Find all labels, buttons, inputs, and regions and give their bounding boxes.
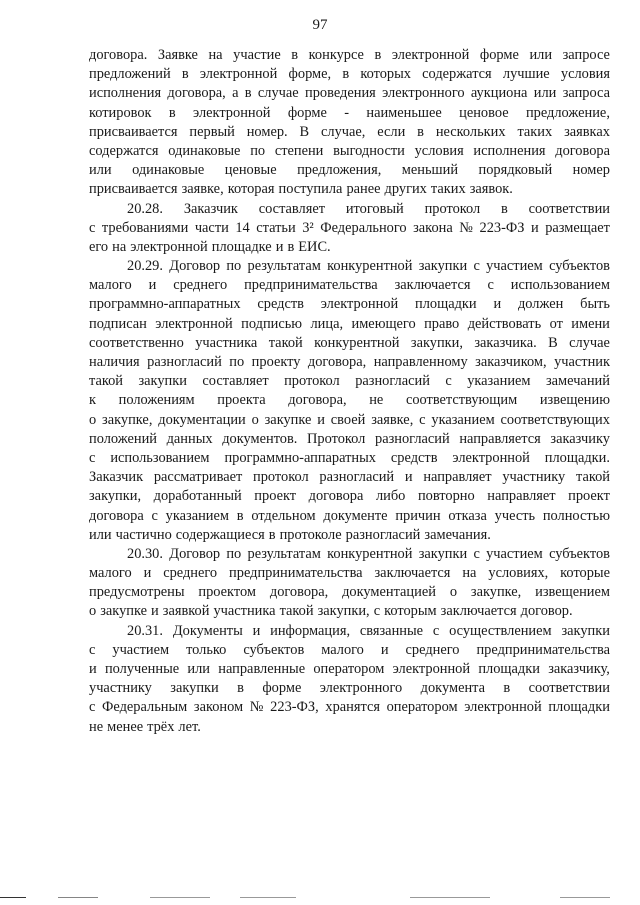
text-line: с использованием программно-аппаратных средств электронной площадки.: [89, 449, 610, 466]
scan-artifact-line: [150, 897, 210, 898]
text-line: или частично содержащиеся в протоколе разногласий замечания.: [89, 526, 491, 543]
text-line: 20.31. Документы и информация, связанные с осуществлением закупки: [127, 622, 610, 639]
text-line: к положениям проекта договора, не соответствующим извещению: [89, 392, 610, 409]
text-line: программно-аппаратных средств электронной площадки и должен быть: [89, 296, 610, 313]
text-line: с Федеральным законом № 223-ФЗ, хранятся оператором электронной площадки: [89, 699, 610, 716]
text-line: договора. Заявке на участие в конкурсе в электронной форме или запросе: [89, 47, 610, 63]
text-line: договора с указанием в отдельном документе причин отказа учесть полностью: [89, 507, 610, 524]
text-line: 20.30. Договор по результатам конкурентной закупки с участием субъектов: [127, 545, 610, 562]
text-line: положений данных документов. Протокол разногласий направляется заказчику: [89, 430, 610, 447]
text-line: наличия разногласий по проекту договора, направленному заказчиком, участник: [89, 354, 610, 370]
page-number: 97: [312, 17, 328, 33]
text-line: или одинаковые ценовые предложения, меньший порядковый номер: [89, 162, 610, 179]
text-line: исполнения договора, а в случае проведения электронного аукциона или запроса: [89, 85, 610, 102]
text-line: такой закупки составляет протокол разногласий с указанием замечаний: [89, 373, 610, 390]
scan-artifact-line: [410, 897, 490, 898]
text-line: 20.28. Заказчик составляет итоговый протокол в соответствии: [127, 200, 610, 217]
text-line: и полученные или направленные оператором электронной площадки заказчику,: [89, 661, 610, 677]
text-line: закупки, доработанный проект договора либо повторно направляет проект: [89, 488, 610, 505]
text-line: о закупке и заявкой участника такой закупки, с которым заключается договор.: [89, 603, 573, 620]
text-line: его на электронной площадке и в ЕИС.: [89, 238, 331, 255]
text-line: предусмотрены проектом договора, документацией о закупке, извещением: [89, 584, 610, 601]
text-line: предложений в электронной форме, в которых содержатся лучшие условия: [89, 66, 610, 83]
text-line: с участием только субъектов малого и среднего предпринимательства: [89, 641, 610, 658]
text-line: о закупке, документации о закупке и своей заявке, с указанием соответствующих: [89, 411, 610, 428]
text-line: малого и среднего предпринимательства заключается с использованием: [89, 277, 610, 294]
text-line: соответственно участника такой конкурентной закупки, заказчика. В случае: [89, 334, 610, 351]
scan-artifact-line: [58, 897, 98, 898]
scan-artifact-line: [240, 897, 296, 898]
text-line: малого и среднего предпринимательства заключается на условиях, которые: [89, 565, 610, 582]
text-line: присваивается заявке, которая поступила ранее других таких заявок.: [89, 181, 513, 198]
text-line: присваивается первый номер. В случае, если в нескольких таких заявках: [89, 123, 610, 140]
text-line: участнику закупки в форме электронного документа в соответствии: [89, 680, 610, 697]
text-line: котировок в электронной форме - наименьшее ценовое предложение,: [89, 104, 610, 121]
text-line: содержатся одинаковые по степени выгодности условия исполнения договора: [89, 142, 610, 159]
text-line: подписан электронной подписью лица, имеющего право действовать от имени: [89, 315, 610, 332]
text-line: 20.29. Договор по результатам конкурентной закупки с участием субъектов: [127, 258, 610, 275]
text-line: не менее трёх лет.: [89, 718, 201, 735]
text-line: Заказчик рассматривает протокол разногласий и направляет участнику такой: [89, 469, 610, 486]
document-body: [89, 46, 610, 737]
text-line: с требованиями части 14 статьи 3² Федерального закона № 223-ФЗ и размещает: [89, 219, 610, 236]
scan-artifact-line: [0, 897, 26, 898]
scan-artifact-line: [560, 897, 610, 898]
